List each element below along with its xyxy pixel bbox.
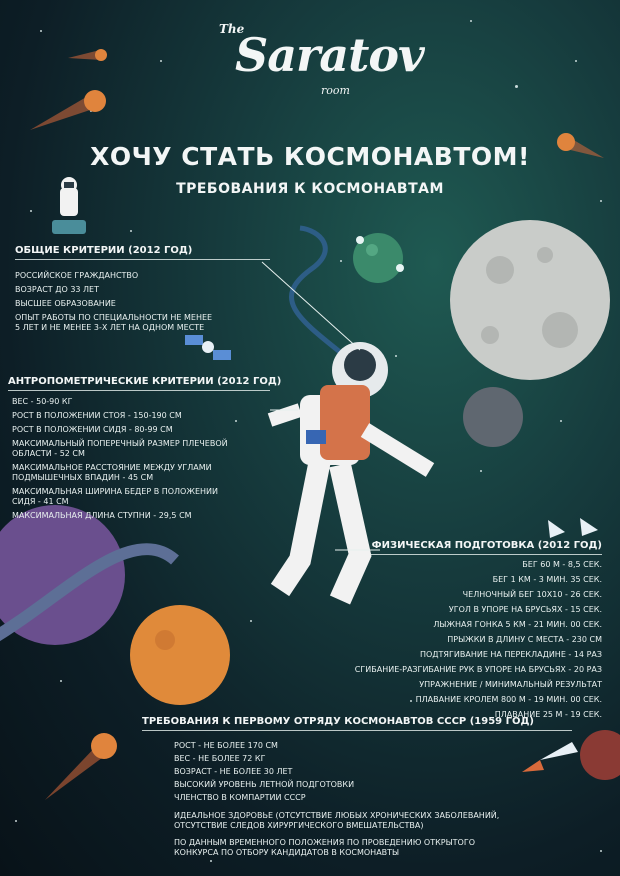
ussr-requirements-heading: ТРЕБОВАНИЯ К ПЕРВОМУ ОТРЯДУ КОСМОНАВТОВ СССР (1959 ГОД) — [142, 716, 534, 727]
list-item: РОСТ В ПОЛОЖЕНИИ СИДЯ - 80-99 СМ — [12, 425, 173, 434]
list-item: 5 ЛЕТ И НЕ МЕНЕЕ 3-Х ЛЕТ НА ОДНОМ МЕСТЕ — [15, 323, 205, 332]
physical-training-section — [292, 540, 602, 720]
page-subtitle: ТРЕБОВАНИЯ К КОСМОНАВТАМ — [176, 181, 444, 197]
list-item: ВОЗРАСТ ДО 33 ЛЕТ — [15, 285, 99, 294]
comet-icon — [30, 90, 106, 130]
oxygen-hose — [291, 228, 350, 360]
list-item: ВЫСШЕЕ ОБРАЗОВАНИЕ — [15, 299, 116, 308]
list-item: БЕГ 60 М - 8,5 СЕК. — [522, 560, 602, 569]
list-item: ЧЛЕНСТВО В КОМПАРТИИ СССР — [174, 793, 306, 802]
divider — [142, 730, 572, 731]
red-planet-icon — [580, 730, 620, 780]
list-item: СИДЯ - 41 СМ — [12, 497, 69, 506]
list-item: ПРЫЖКИ В ДЛИНУ С МЕСТА - 230 СМ — [447, 635, 602, 644]
list-item: БЕГ 1 КМ - 3 МИН. 35 СЕК. — [492, 575, 602, 584]
antenna-dishes-icon — [548, 518, 598, 538]
list-item: МАКСИМАЛЬНОЕ РАССТОЯНИЕ МЕЖДУ УГЛАМИ — [12, 463, 212, 472]
list-item: РОСТ - НЕ БОЛЕЕ 170 СМ — [174, 741, 278, 750]
physical-training-heading: ФИЗИЧЕСКАЯ ПОДГОТОВКА (2012 ГОД) — [371, 540, 602, 551]
list-item: КОНКУРСА ПО ОТБОРУ КАНДИДАТОВ В КОСМОНАВТЫ — [174, 848, 400, 857]
list-item: ПОДМЫШЕЧНЫХ ВПАДИН - 45 СМ — [12, 473, 154, 482]
list-item: ОБЛАСТИ - 52 СМ — [12, 449, 85, 458]
divider — [15, 259, 270, 260]
list-item: ВЕС - НЕ БОЛЕЕ 72 КГ — [174, 754, 266, 763]
list-item: РОССИЙСКОЕ ГРАЖДАНСТВО — [15, 271, 139, 280]
list-item: ОПЫТ РАБОТЫ ПО СПЕЦИАЛЬНОСТИ НЕ МЕНЕЕ — [15, 313, 213, 322]
orange-planet-icon — [130, 605, 230, 705]
list-item: РОСТ В ПОЛОЖЕНИИ СТОЯ - 150-190 СМ — [12, 411, 182, 420]
satellite-icon — [185, 335, 231, 360]
list-item: ОТСУТСТВИЕ СЛЕДОВ ХИРУРГИЧЕСКОГО ВМЕШАТЕЛЬСТВА) — [174, 821, 424, 830]
divider — [8, 390, 270, 391]
logo-room: room — [321, 84, 350, 97]
list-item: ПЛАВАНИЕ КРОЛЕМ 800 М - 19 МИН. 00 СЕК. — [415, 695, 602, 704]
list-item: ВЕС - 50-90 КГ — [12, 397, 73, 406]
moon-icon — [450, 220, 610, 380]
list-item: МАКСИМАЛЬНАЯ ДЛИНА СТУПНИ - 29,5 СМ — [12, 511, 192, 520]
list-item: ПЛАВАНИЕ 25 М - 19 СЕК. — [494, 710, 602, 719]
list-item: ИДЕАЛЬНОЕ ЗДОРОВЬЕ (ОТСУТСТВИЕ ЛЮБЫХ ХРОНИЧЕСКИХ ЗАБОЛЕВАНИЙ, — [174, 811, 500, 820]
grey-planet-icon — [463, 387, 523, 447]
list-item: СГИБАНИЕ-РАЗГИБАНИЕ РУК В УПОРЕ НА БРУСЬЯХ - 20 РАЗ — [354, 665, 602, 674]
ussr-cosmonaut-requirements-section — [142, 716, 582, 858]
comet-icon — [68, 49, 107, 61]
general-criteria-heading: ОБЩИЕ КРИТЕРИИ (2012 ГОД) — [15, 245, 193, 256]
green-planet-icon — [353, 233, 404, 283]
comet-icon — [45, 733, 117, 800]
page-title: ХОЧУ СТАТЬ КОСМОНАВТОМ! — [90, 142, 530, 171]
list-item: ЧЕЛНОЧНЫЙ БЕГ 10Х10 - 26 СЕК. — [462, 590, 602, 599]
logo-the: The — [219, 22, 245, 36]
list-item: МАКСИМАЛЬНЫЙ ПОПЕРЕЧНЫЙ РАЗМЕР ПЛЕЧЕВОЙ — [12, 439, 228, 448]
list-item: МАКСИМАЛЬНАЯ ШИРИНА БЕДЕР В ПОЛОЖЕНИИ — [12, 487, 218, 496]
divider — [370, 554, 602, 555]
connector-line — [262, 262, 360, 350]
list-item: УПРАЖНЕНИЕ / МИНИМАЛЬНЫЙ РЕЗУЛЬТАТ — [419, 680, 602, 689]
list-item: ВОЗРАСТ - НЕ БОЛЕЕ 30 ЛЕТ — [174, 767, 293, 776]
logo-main: Saratov — [235, 28, 424, 82]
list-item: ПОДТЯГИВАНИЕ НА ПЕРЕКЛАДИНЕ - 14 РАЗ — [419, 650, 602, 659]
list-item: ПО ДАННЫМ ВРЕМЕННОГО ПОЛОЖЕНИЯ ПО ПРОВЕДЕНИЮ ОТКРЫТОГО — [174, 838, 476, 847]
list-item: ВЫСОКИЙ УРОВЕНЬ ЛЕТНОЙ ПОДГОТОВКИ — [174, 780, 355, 789]
saratov-room-logo — [215, 18, 424, 108]
anthropometric-heading: АНТРОПОМЕТРИЧЕСКИЕ КРИТЕРИИ (2012 ГОД) — [8, 376, 282, 387]
anthropometric-section — [8, 376, 298, 521]
list-item: УГОЛ В УПОРЕ НА БРУСЬЯХ - 15 СЕК. — [448, 605, 602, 614]
general-criteria-section — [15, 245, 270, 333]
list-item: ЛЫЖНАЯ ГОНКА 5 КМ - 21 МИН. 00 СЕК. — [433, 620, 602, 629]
